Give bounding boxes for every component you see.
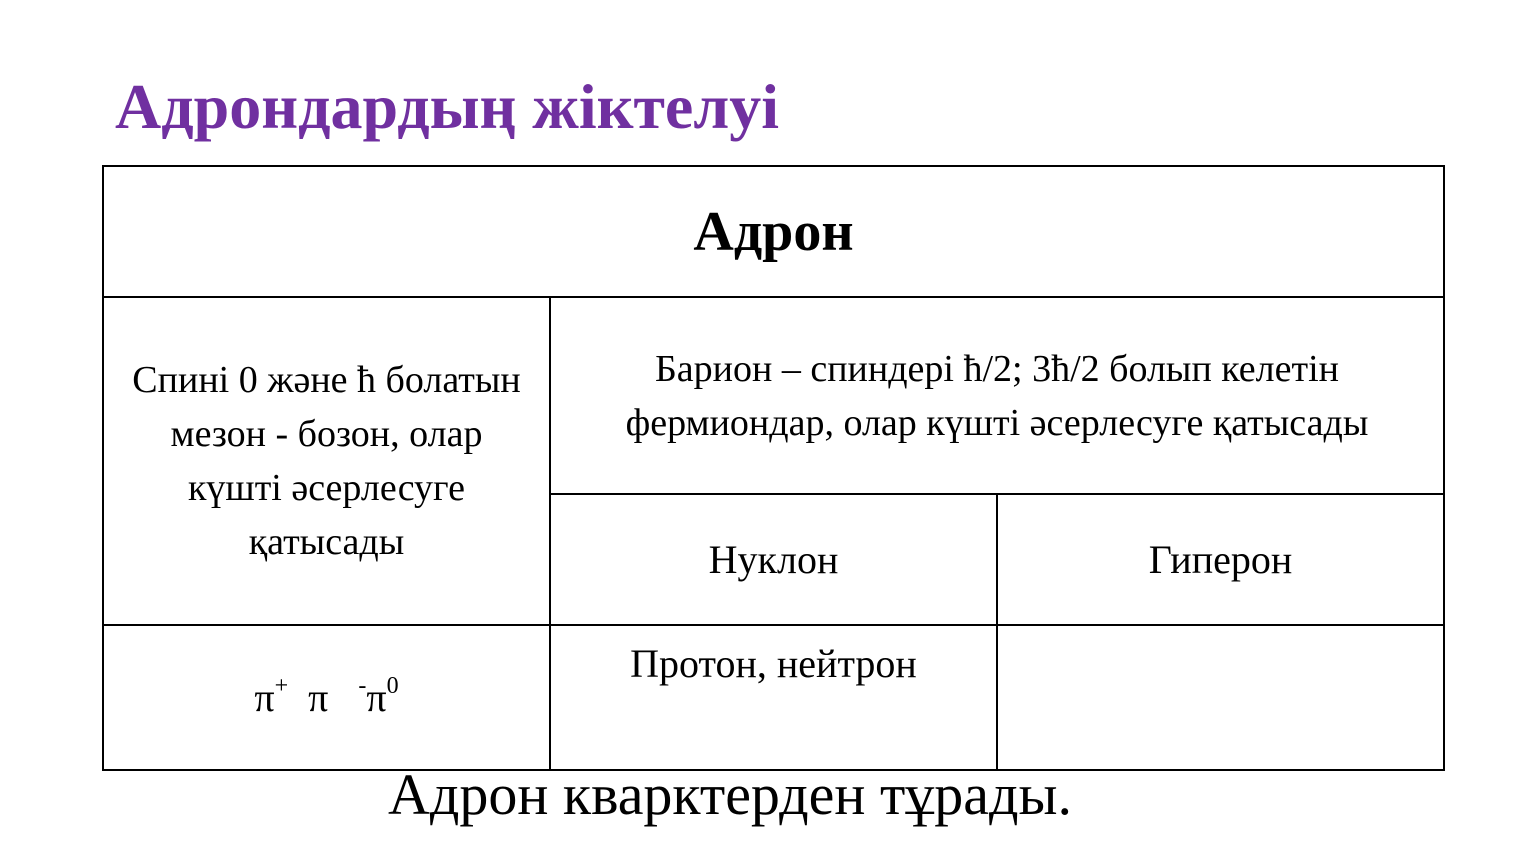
table-row: [103, 625, 1444, 770]
pion-minus: π -: [308, 673, 367, 720]
nucleon-cell: Нуклон: [550, 494, 997, 625]
hadron-header-cell: Адрон: [103, 166, 1444, 297]
slide-title: Адрондардың жіктелуі: [115, 71, 779, 142]
meson-description-cell: Спині 0 және ħ болатын мезон - бозон, олар күшті әсерлесуге қатысады: [103, 297, 550, 625]
nucleon-examples-cell: Протон, нейтрон: [550, 625, 997, 770]
table-row: [103, 297, 1444, 494]
footer-statement: Адрон кварктерден тұрады.: [387, 762, 1073, 827]
pion-cell: [103, 625, 550, 770]
hadron-classification-table: [102, 165, 1445, 771]
pion-plus: π+: [254, 673, 289, 720]
baryon-description-cell: Барион – спиндері ħ/2; 3ħ/2 болып келетін фермиондар, олар күшті әсерлесуге қатысады: [550, 297, 1444, 494]
hyperon-cell: Гиперон: [997, 494, 1444, 625]
pion-zero: $\pi^0$: [366, 673, 399, 720]
hyperon-examples-cell: [997, 625, 1444, 770]
table-header-row: [103, 166, 1444, 297]
